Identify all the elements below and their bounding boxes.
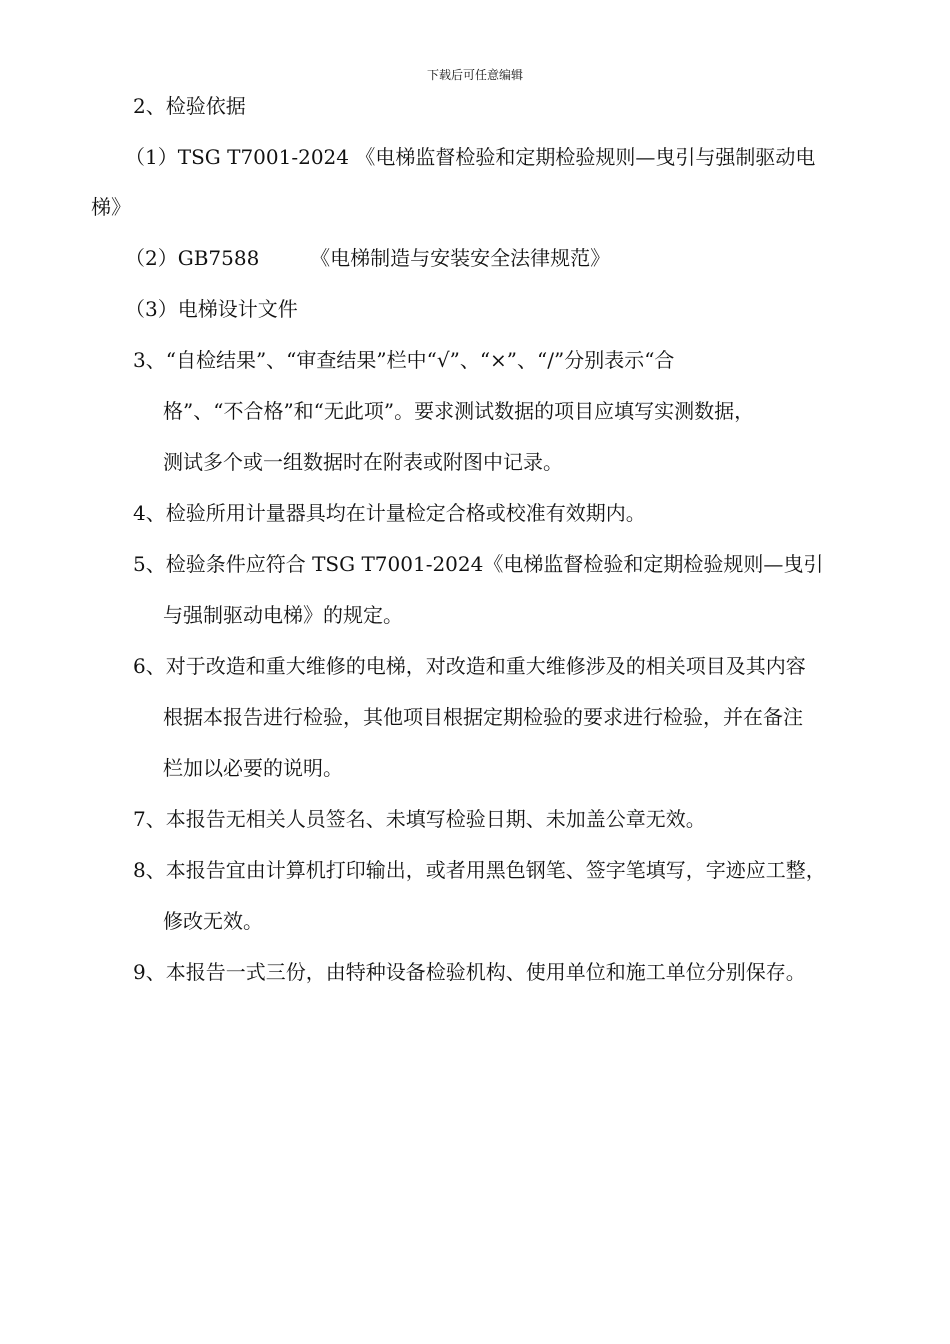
page-header: 下载后可任意编辑 (426, 68, 523, 82)
section-heading: 2、检验依据 (133, 94, 246, 118)
note-9: 9、本报告一式三份，由特种设备检验机构、使用单位和施工单位分别保存。 (133, 960, 806, 984)
note-4: 4、检验所用计量器具均在计量检定合格或校准有效期内。 (133, 501, 646, 525)
basis-item-1-cont: 梯》 (91, 195, 131, 219)
note-6-cont-2: 栏加以必要的说明。 (163, 756, 343, 780)
note-5-cont: 与强制驱动电梯》的规定。 (163, 603, 403, 627)
note-6: 6、对于改造和重大维修的电梯，对改造和重大维修涉及的相关项目及其内容 (133, 654, 806, 678)
note-6-cont-1: 根据本报告进行检验，其他项目根据定期检验的要求进行检验，并在备注 (163, 705, 803, 729)
note-5: 5、检验条件应符合 TSG T7001-2024《电梯监督检验和定期检验规则—曳引 (133, 552, 824, 576)
note-8: 8、本报告宜由计算机打印输出，或者用黑色钢笔、签字笔填写，字迹应工整， (133, 858, 826, 882)
note-8-cont: 修改无效。 (163, 909, 263, 933)
note-3-cont-2: 测试多个或一组数据时在附表或附图中记录。 (163, 450, 563, 474)
note-7: 7、本报告无相关人员签名、未填写检验日期、未加盖公章无效。 (133, 807, 706, 831)
basis-item-3: （3）电梯设计文件 (125, 297, 298, 321)
basis-item-1: （1）TSG T7001-2024 《电梯监督检验和定期检验规则—曳引与强制驱动电 (125, 145, 816, 169)
note-3-cont-1: 格”、“不合格”和“无此项”。要求测试数据的项目应填写实测数据， (163, 399, 755, 423)
basis-item-2: （2）GB7588 《电梯制造与安装安全法律规范》 (125, 246, 611, 270)
note-3: 3、“自检结果”、“审查结果”栏中“√”、“×”、“/”分别表示“合 (133, 348, 675, 372)
